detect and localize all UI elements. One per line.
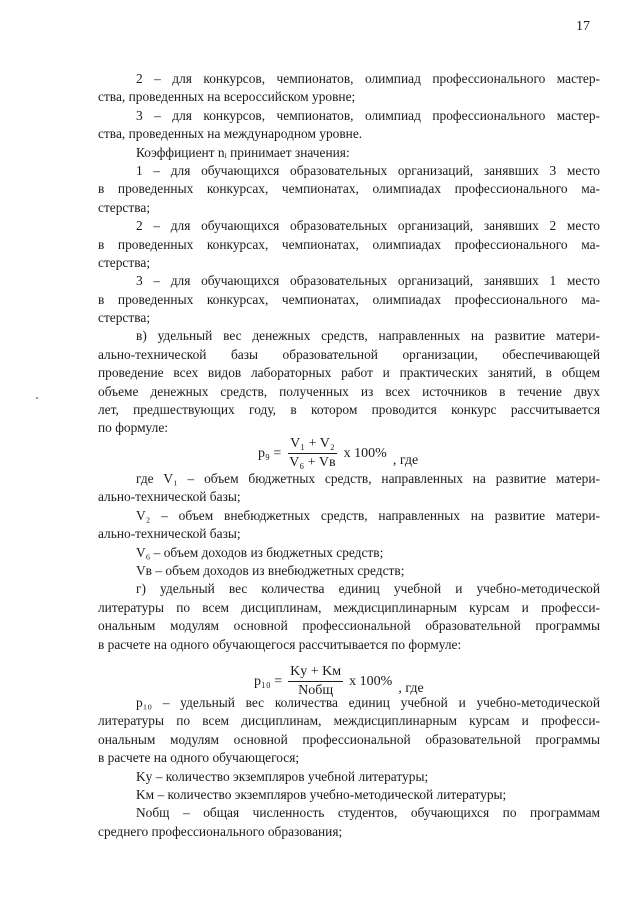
text-line: ства, проведенных на международном уровне.	[98, 126, 363, 142]
formula-p9-denominator: V₆ + Vв	[289, 455, 336, 470]
text-line: стерства;	[98, 254, 151, 270]
text-line: г) удельный вес количества единиц учебной и учебно-методической	[136, 581, 600, 597]
text-line: по формуле:	[98, 420, 168, 436]
text-line: Vв – объем доходов из внебюджетных средств;	[136, 562, 405, 578]
formula-p9-fraction	[287, 436, 337, 471]
formula-p10-suffix: , где	[398, 680, 424, 696]
text-line: p₁₀ – удельный вес количества единиц учебной и учебно-методической	[136, 695, 600, 710]
formula-p9-lhs: p₉ =	[258, 445, 282, 461]
text-line: ональным модулям основной профессиональной образовательной программы	[98, 618, 600, 634]
text-line: стерства;	[98, 199, 151, 215]
text-line: лет, предшествующих году, в котором проводится конкурс рассчитывается	[98, 402, 600, 418]
text-block-1	[98, 70, 600, 438]
text-line: ональным модулям основной профессиональной образовательной программы	[98, 731, 600, 747]
text-line: в проведенных конкурсах, чемпионатах, олимпиадах профессионального ма-	[98, 181, 600, 197]
text-line: 2 – для обучающихся образовательных организаций, занявших 2 место	[136, 218, 600, 234]
text-line: проведение всех видов лабораторных работ и практических занятий, в общем	[98, 365, 600, 381]
text-line: Kу – количество экземпляров учебной литературы;	[136, 768, 429, 784]
text-line: в проведенных конкурсах, чемпионатах, олимпиадах профессионального ма-	[98, 291, 600, 307]
text-line: 2 – для конкурсов, чемпионатов, олимпиад профессионального мастер-	[136, 71, 600, 86]
formula-p9-suffix: , где	[392, 452, 419, 468]
text-line: литературы по всем дисциплинам, междисциплинарным курсам и професси-	[98, 713, 600, 729]
text-line: где V₁ – объем бюджетных средств, направленных на развитие матери-	[136, 471, 600, 486]
text-line: в расчете на одного обучающегося рассчитывается по формуле:	[98, 636, 462, 652]
text-line: ально-технической базы;	[98, 489, 241, 505]
text-line: ства, проведенных на всероссийском уровне;	[98, 89, 356, 105]
formula-p10-lhs: p₁₀ =	[254, 673, 283, 689]
text-line: в расчете на одного обучающегося;	[98, 750, 300, 766]
text-line: Kм – количество экземпляров учебно-методической литературы;	[136, 786, 507, 802]
formula-p9-numerator: V₁ + V₂	[288, 436, 337, 454]
text-line: V₆ – объем доходов из бюджетных средств;	[136, 544, 384, 560]
text-line: 3 – для обучающихся образовательных организаций, занявших 1 место	[136, 273, 600, 289]
text-line: в проведенных конкурсах, чемпионатах, олимпиадах профессионального ма-	[98, 236, 600, 252]
page-number: 17	[576, 19, 590, 34]
text-line: объеме денежных средств, полученных из всех источников в течение двух	[98, 383, 600, 399]
scan-speck	[36, 397, 38, 399]
formula-p9-multiplier: x 100%	[343, 445, 387, 461]
text-line: литературы по всем дисциплинам, междисциплинарным курсам и професси-	[98, 599, 600, 615]
formula-p10-numerator: Kу + Kм	[288, 664, 343, 682]
text-line: 1 – для обучающихся образовательных организаций, занявших 3 место	[136, 162, 600, 178]
text-line: в) удельный вес денежных средств, направленных на развитие матери-	[136, 328, 600, 344]
text-line: среднего профессионального образования;	[98, 823, 343, 839]
text-line: V₂ – объем внебюджетных средств, направленных на развитие матери-	[136, 507, 600, 523]
text-line: 3 – для конкурсов, чемпионатов, олимпиад профессионального мастер-	[136, 107, 600, 123]
text-block-3	[98, 694, 600, 841]
text-line: ально-технической базы образовательной организации, обеспечивающей	[98, 346, 600, 362]
text-block-2	[98, 470, 600, 654]
text-line: Nобщ – общая численность студентов, обучающихся по программам	[136, 805, 600, 821]
text-line: ально-технической базы;	[98, 526, 241, 542]
formula-p9	[258, 436, 418, 471]
formula-p10-multiplier: x 100%	[349, 673, 393, 689]
formula-p10-denominator: Nобщ	[298, 683, 334, 698]
text-line: Коэффициент nᵢ принимает значения:	[136, 144, 350, 160]
text-line: стерства;	[98, 310, 151, 326]
